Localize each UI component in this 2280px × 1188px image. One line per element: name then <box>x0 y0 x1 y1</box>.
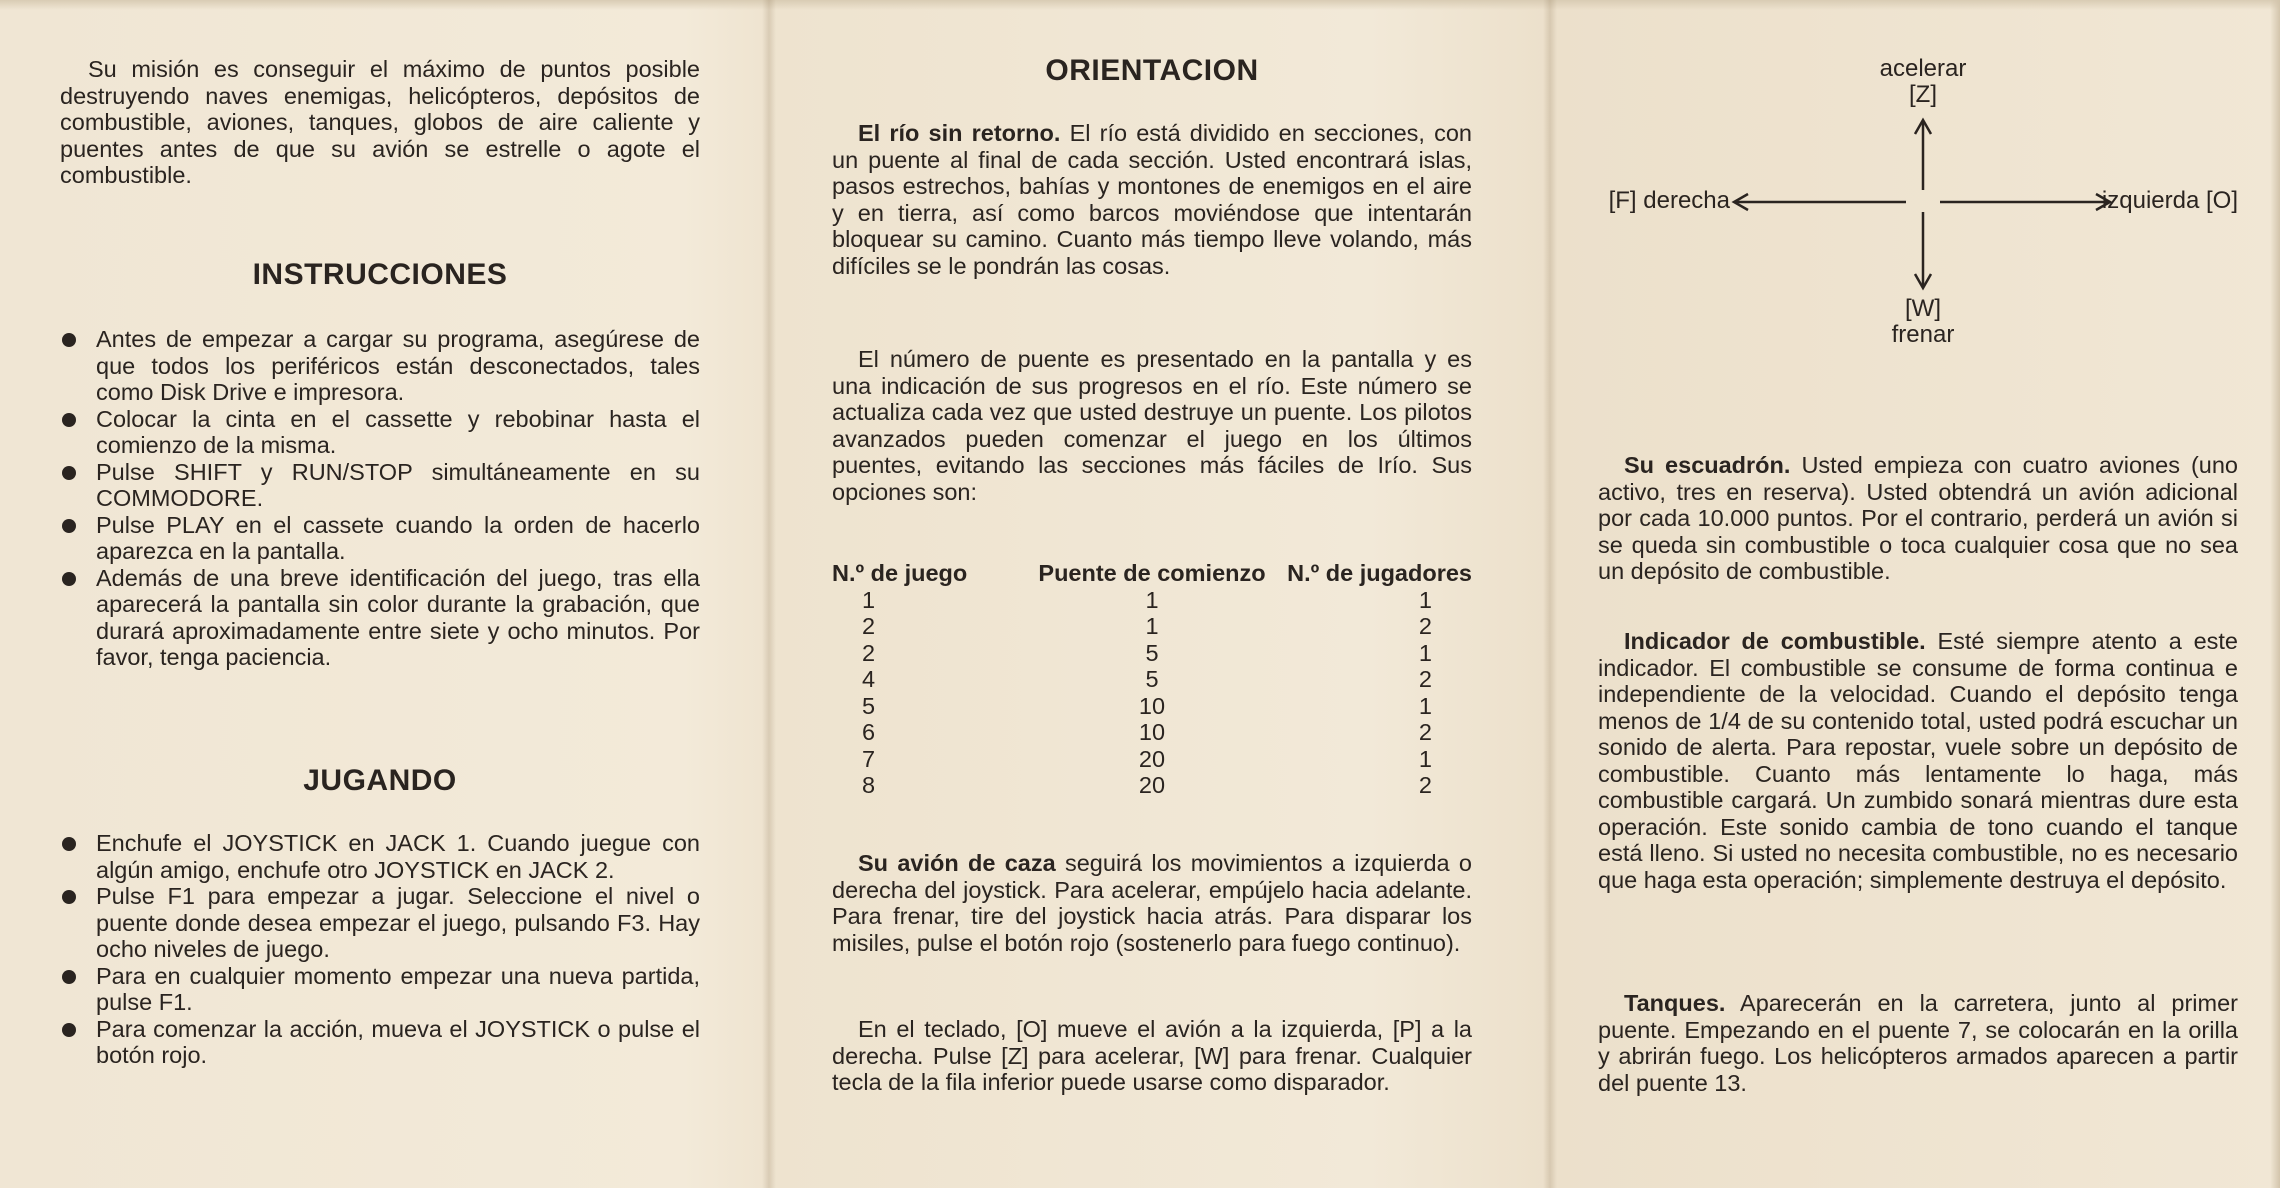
bullet-icon <box>62 572 76 586</box>
list-item: Para en cualquier momento empezar una nueva partida, pulse F1. <box>60 963 700 1016</box>
table-cell: 5 <box>1145 639 1159 666</box>
paper-edge-top <box>0 0 2280 10</box>
list-item: Pulse SHIFT y RUN/STOP simultáneamente en su COMMODORE. <box>60 459 700 512</box>
table-cell: 1 <box>1418 745 1432 772</box>
bullet-icon <box>62 1023 76 1037</box>
table-cell: 1 <box>1418 639 1432 666</box>
table-cell: 2 <box>1418 772 1432 798</box>
options-table <box>832 560 1472 799</box>
table-cell: 4 <box>862 666 876 692</box>
teclado-paragraph: En el teclado, [O] mueve el avión a la izquierda, [P] a la derecha. Pulse [Z] para acelerar, [W] para frenar. Cualquier tecla de la fila inferior puede usarse como disparador. <box>832 1016 1472 1095</box>
jugando-list <box>60 830 700 1069</box>
table-row <box>832 746 1472 773</box>
table-row <box>832 613 1472 640</box>
label-derecha: [F] derecha <box>1608 187 1730 214</box>
table-row <box>832 772 1472 799</box>
table-cell: 5 <box>862 692 876 719</box>
orientacion-heading: ORIENTACION <box>1045 54 1259 87</box>
table-row <box>832 587 1472 614</box>
puente-paragraph: El número de puente es presentado en la pantalla y es una indicación de sus progresos en el río. Este número se actualiza cada vez que usted destruye un puente. Los pilotos avanzados pueden comenzar el juego en los últimos puentes, evitando las secciones más fáciles de Irío. Sus opciones son: <box>832 346 1472 505</box>
label-acelerar: acelerar <box>1879 55 1967 82</box>
list-item: Antes de empezar a cargar su programa, asegúrese de que todos los periféricos están desconectados, tales como Disk Drive e impresora. <box>60 326 700 406</box>
list-item: Pulse F1 para empezar a jugar. Seleccione el nivel o puente donde desea empezar el juego, pulsando F3. Hay ocho niveles de juego. <box>60 883 700 963</box>
table-cell: 1 <box>862 586 876 613</box>
fold-line-right <box>1543 0 1557 1188</box>
table-cell: 2 <box>1418 613 1432 639</box>
table-cell: 7 <box>862 745 876 772</box>
table-cell: 2 <box>1418 719 1432 745</box>
jugando-heading: JUGANDO <box>303 764 457 797</box>
table-row <box>832 719 1472 746</box>
list-item: Para comenzar la acción, mueva el JOYSTICK o pulse el botón rojo. <box>60 1016 700 1069</box>
intro-paragraph: Su misión es conseguir el máximo de puntos posible destruyendo naves enemigas, helicópteros, depósitos de combustible, aviones, tanques, globos de aire caliente y puentes antes de que su avión se estrelle o agote el combustible. <box>60 56 700 188</box>
tanques-lead: Tanques. <box>1624 990 1726 1016</box>
escuadron-lead: Su escuadrón. <box>1624 452 1791 478</box>
table-cell: 2 <box>1418 666 1432 692</box>
col-header-juego: N.º de juego <box>832 560 968 586</box>
bullet-icon <box>62 970 76 984</box>
list-item: Colocar la cinta en el cassette y rebobinar hasta el comienzo de la misma. <box>60 406 700 459</box>
combustible-paragraph: Indicador de combustible. Esté siempre atento a este indicador. El combustible se consume de forma continua e independiente de la velocidad. Cuando el depósito tenga menos de 1/4 de su contenido total, usted podrá escuchar un sonido de alerta. Para repostar, vuele sobre un depósito de combustible. Cuanto más lentamente lo haga, más combustible cargará. Un zumbido sonará mientras dure esta operación. Este sonido cambia de tono cuando el tanque está lleno. Si usted no necesita combustible, no es necesario que haga esta operación; simplemente destruya el depósito. <box>1598 628 2238 893</box>
table-cell: 1 <box>1418 692 1432 719</box>
table-cell: 10 <box>1138 692 1166 719</box>
table-cell: 2 <box>862 613 876 639</box>
rio-paragraph: El río sin retorno. El río está dividido en secciones, con un puente al final de cada sección. Usted encontrará islas, pasos estrechos, bahías y montones de enemigos en el aire y en tierra, así como barcos moviéndose que intentarán bloquear su camino. Cuanto más tiempo lleve volando, más difíciles se le pondrán las cosas. <box>832 120 1472 279</box>
bullet-icon <box>62 519 76 533</box>
table-cell: 20 <box>1138 772 1166 798</box>
bullet-icon <box>62 333 76 347</box>
col-header-jugadores: N.º de jugadores <box>1287 560 1472 586</box>
table-row <box>832 640 1472 667</box>
table-cell: 10 <box>1138 719 1166 745</box>
instrucciones-list <box>60 326 700 671</box>
table-header-row <box>832 560 1472 587</box>
label-izquierda: izquierda [O] <box>2101 187 2238 214</box>
list-item: Además de una breve identificación del juego, tras ella aparecerá la pantalla sin color durante la grabación, que durará aproximadamente entre siete y ocho minutos. Por favor, tenga paciencia. <box>60 565 700 671</box>
table-cell: 20 <box>1138 745 1166 772</box>
combustible-lead: Indicador de combustible. <box>1624 628 1926 654</box>
label-frenar: frenar <box>1891 321 1955 348</box>
instrucciones-heading: INSTRUCCIONES <box>252 258 508 291</box>
tanques-paragraph: Tanques. Aparecerán en la carretera, junto al primer puente. Empezando en el puente 7, se colocarán en la orilla y abrirán fuego. Los helicópteros armados aparecen a partir del puente 13. <box>1598 990 2238 1096</box>
table-cell: 5 <box>1145 666 1159 692</box>
table-cell: 1 <box>1145 586 1159 613</box>
avion-lead: Su avión de caza <box>858 850 1056 876</box>
options-table-body <box>832 587 1472 799</box>
bullet-icon <box>62 837 76 851</box>
list-item: Pulse PLAY en el cassete cuando la orden de hacerlo aparezca en la pantalla. <box>60 512 700 565</box>
table-cell: 1 <box>1418 586 1432 613</box>
table-row <box>832 693 1472 720</box>
avion-paragraph: Su avión de caza seguirá los movimientos a izquierda o derecha del joystick. Para acelerar, empújelo hacia adelante. Para frenar, tire del joystick hacia atrás. Para disparar los misiles, pulse el botón rojo (sostenerlo para fuego continuo). <box>832 850 1472 956</box>
fold-line-left <box>762 0 776 1188</box>
col-header-puente: Puente de comienzo <box>1038 560 1266 586</box>
controls-diagram <box>1598 52 2238 352</box>
table-cell: 1 <box>1145 613 1159 639</box>
bullet-icon <box>62 890 76 904</box>
table-row <box>832 666 1472 693</box>
table-cell: 6 <box>862 719 876 745</box>
rio-lead: El río sin retorno. <box>858 120 1061 146</box>
list-item: Enchufe el JOYSTICK en JACK 1. Cuando juegue con algún amigo, enchufe otro JOYSTICK en JACK 2. <box>60 830 700 883</box>
bullet-icon <box>62 466 76 480</box>
paper-edge-right <box>2270 0 2280 1188</box>
table-cell: 8 <box>862 772 876 798</box>
bullet-icon <box>62 413 76 427</box>
escuadron-paragraph: Su escuadrón. Usted empieza con cuatro aviones (uno activo, tres en reserva). Usted obtendrá un avión adicional por cada 10.000 puntos. Por el contrario, perderá un avión si se queda sin combustible o toca cualquier cosa que no sea un depósito de combustible. <box>1598 452 2238 584</box>
label-key-w: [W] <box>1905 295 1941 322</box>
label-key-z: [Z] <box>1909 81 1937 108</box>
table-cell: 2 <box>862 639 876 666</box>
